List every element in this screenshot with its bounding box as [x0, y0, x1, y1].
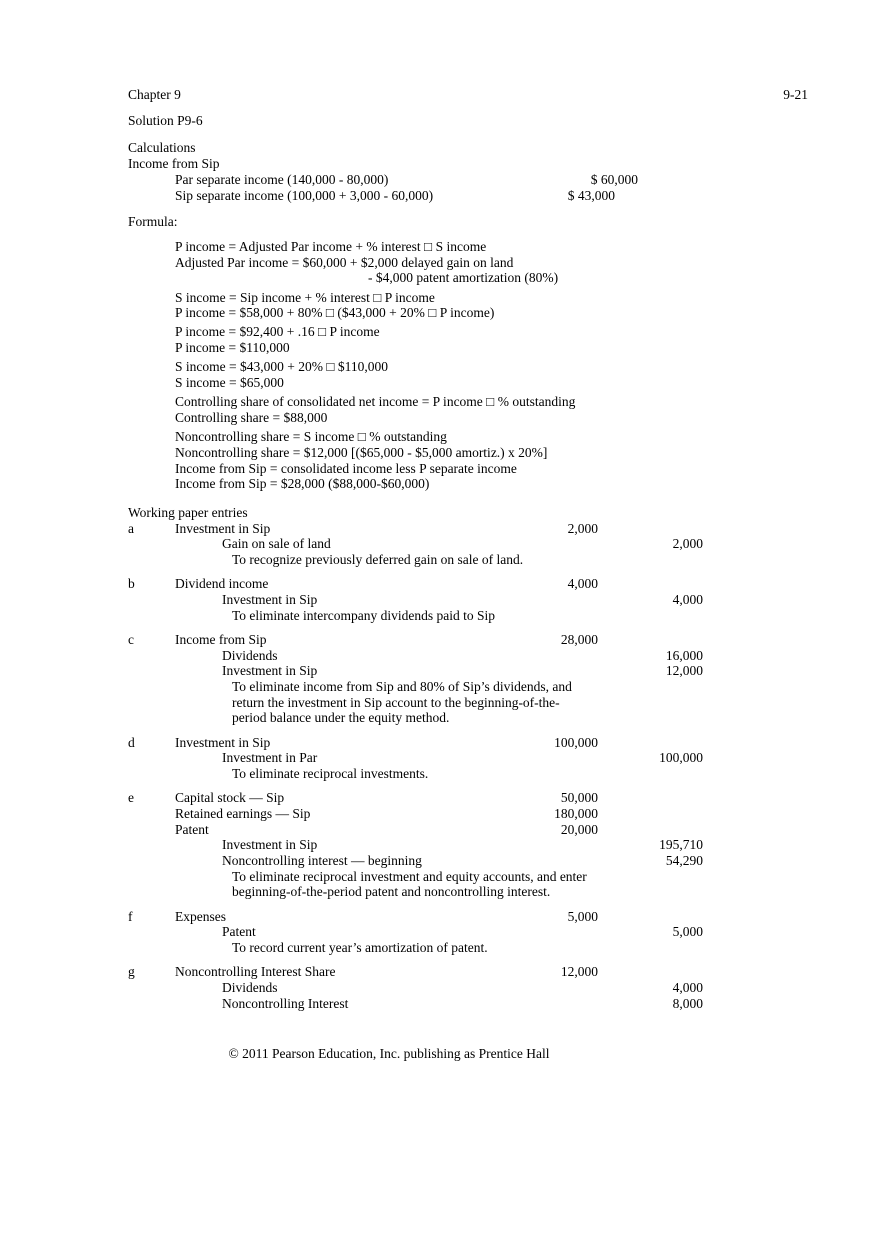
calculations-section: [128, 140, 808, 203]
entry-line: [128, 822, 808, 838]
entry-note-line: [128, 940, 808, 956]
calculation-amount: $ 60,000: [590, 171, 638, 187]
formula-line: Adjusted Par income = $60,000 + $2,000 delayed gain on land: [175, 254, 514, 270]
formula-line: Controlling share = $88,000: [175, 409, 328, 425]
account-name: Investment in Par: [222, 750, 318, 766]
formula-line: - $4,000 patent amortization (80%): [368, 270, 559, 286]
debit-amount: 100,000: [554, 734, 598, 750]
entry-line: [128, 909, 808, 925]
formula-line: Noncontrolling share = S income □ % outstanding: [175, 429, 447, 445]
account-name: Expenses: [175, 908, 226, 924]
entry-line: [128, 576, 808, 592]
debit-amount: 180,000: [554, 805, 598, 821]
entry-note: beginning-of-the-period patent and noncontrolling interest.: [232, 884, 551, 900]
formula-line: S income = $43,000 + 20% □ $110,000: [175, 359, 388, 375]
account-name: Patent: [222, 924, 256, 940]
debit-amount: 2,000: [567, 520, 598, 536]
entry-note-line: [128, 869, 808, 885]
journal-entry-a: [128, 521, 808, 568]
credit-amount: 4,000: [672, 979, 703, 995]
entry-line: [128, 592, 808, 608]
entry-line: [128, 924, 808, 940]
entry-line: [128, 964, 808, 980]
debit-amount: 5,000: [567, 908, 598, 924]
copyright-footer: © 2011 Pearson Education, Inc. publishing as Prentice Hall: [228, 1046, 550, 1061]
formula-line: P income = $58,000 + 80% □ ($43,000 + 20% □ P income): [175, 305, 495, 321]
account-name: Capital stock — Sip: [175, 790, 285, 806]
credit-amount: 8,000: [672, 995, 703, 1011]
journal-entry-d: [128, 735, 808, 782]
entry-letter: g: [128, 964, 135, 980]
entry-letter: c: [128, 631, 134, 647]
formula-line: P income = Adjusted Par income + % interest □ S income: [175, 238, 487, 254]
entry-note-line: [128, 766, 808, 782]
formula-line: P income = $110,000: [175, 340, 290, 356]
calculations-rows: [128, 172, 808, 203]
formula-line: Income from Sip = consolidated income less P separate income: [175, 460, 517, 476]
chapter-label: Chapter 9: [128, 87, 181, 102]
entry-line: [128, 735, 808, 751]
entry-line: [128, 853, 808, 869]
entry-note-line: [128, 552, 808, 568]
solution-title: Solution P9-6: [128, 112, 203, 128]
debit-amount: 12,000: [560, 964, 598, 980]
credit-amount: 54,290: [665, 853, 703, 869]
credit-amount: 100,000: [659, 750, 703, 766]
account-name: Noncontrolling Interest Share: [175, 964, 336, 980]
calculation-row: [128, 188, 808, 204]
entry-note: To eliminate reciprocal investment and equity accounts, and enter: [232, 868, 587, 884]
credit-amount: 12,000: [665, 663, 703, 679]
entry-letter: e: [128, 790, 134, 806]
entry-note-line: [128, 884, 808, 900]
working-paper-heading: Working paper entries: [128, 504, 248, 520]
credit-amount: 195,710: [659, 837, 703, 853]
calculation-row: [128, 172, 808, 188]
page-number: 9-21: [783, 87, 808, 102]
account-name: Investment in Sip: [175, 520, 271, 536]
entry-note: To record current year’s amortization of patent.: [232, 940, 488, 956]
entry-letter: f: [128, 908, 133, 924]
formula-section: [128, 214, 808, 492]
credit-amount: 4,000: [672, 591, 703, 607]
entry-line: [128, 996, 808, 1012]
entry-line: [128, 632, 808, 648]
entry-note: period balance under the equity method.: [232, 710, 450, 726]
formula-line: Controlling share of consolidated net income = P income □ % outstanding: [175, 394, 576, 410]
account-name: Gain on sale of land: [222, 536, 331, 552]
account-name: Retained earnings — Sip: [175, 805, 311, 821]
debit-amount: 50,000: [560, 790, 598, 806]
working-paper-section: [128, 505, 808, 1011]
entry-letter: d: [128, 734, 135, 750]
formula-line: S income = $65,000: [175, 375, 284, 391]
account-name: Noncontrolling Interest: [222, 995, 349, 1011]
formula-heading: Formula:: [128, 214, 178, 230]
entry-line: [128, 790, 808, 806]
journal-entry-e: [128, 790, 808, 900]
entry-line: [128, 806, 808, 822]
account-name: Investment in Sip: [222, 591, 318, 607]
account-name: Dividends: [222, 979, 278, 995]
entry-line: [128, 980, 808, 996]
formula-lines: [128, 239, 808, 492]
credit-amount: 5,000: [672, 924, 703, 940]
entry-note-line: [128, 608, 808, 624]
entry-line: [128, 837, 808, 853]
entry-line: [128, 750, 808, 766]
page-content: [128, 87, 808, 1011]
entry-note-line: [128, 679, 808, 695]
formula-line: S income = Sip income + % interest □ P income: [175, 289, 435, 305]
account-name: Investment in Sip: [222, 837, 318, 853]
entry-note: To eliminate reciprocal investments.: [232, 766, 429, 782]
calculations-subheading: Income from Sip: [128, 156, 220, 172]
debit-amount: 4,000: [567, 576, 598, 592]
calculation-label: Sip separate income (100,000 + 3,000 - 60,000): [175, 187, 434, 203]
account-name: Investment in Sip: [175, 734, 271, 750]
debit-amount: 20,000: [560, 821, 598, 837]
journal-entry-f: [128, 909, 808, 956]
account-name: Noncontrolling interest — beginning: [222, 853, 422, 869]
journal-entry-c: [128, 632, 808, 726]
entry-line: [128, 521, 808, 537]
account-name: Investment in Sip: [222, 663, 318, 679]
credit-amount: 2,000: [672, 536, 703, 552]
calculations-heading: Calculations: [128, 140, 196, 156]
credit-amount: 16,000: [665, 647, 703, 663]
entry-note-line: [128, 710, 808, 726]
account-name: Income from Sip: [175, 631, 267, 647]
entry-line: [128, 648, 808, 664]
journal-entry-g: [128, 964, 808, 1011]
account-name: Patent: [175, 821, 209, 837]
debit-amount: 28,000: [560, 631, 598, 647]
page-header: [128, 87, 808, 103]
entry-note: To recognize previously deferred gain on sale of land.: [232, 552, 524, 568]
journal-entry-b: [128, 576, 808, 623]
entry-letter: b: [128, 576, 135, 592]
calculation-label: Par separate income (140,000 - 80,000): [175, 171, 389, 187]
entry-line: [128, 536, 808, 552]
calculation-amount: $ 43,000: [567, 187, 615, 203]
formula-line: Noncontrolling share = $12,000 [($65,000 - $5,000 amortiz.) x 20%]: [175, 444, 548, 460]
entry-note: return the investment in Sip account to the beginning-of-the-: [232, 694, 560, 710]
entry-letter: a: [128, 520, 134, 536]
account-name: Dividends: [222, 647, 278, 663]
entry-note: To eliminate income from Sip and 80% of Sip’s dividends, and: [232, 679, 572, 694]
entry-note: To eliminate intercompany dividends paid to Sip: [232, 607, 496, 623]
formula-line: P income = $92,400 + .16 □ P income: [175, 324, 380, 340]
formula-line: Income from Sip = $28,000 ($88,000-$60,000): [175, 476, 430, 492]
account-name: Dividend income: [175, 576, 269, 592]
entry-line: [128, 663, 808, 679]
entry-note-line: [128, 695, 808, 711]
journal-entries: [128, 521, 808, 1012]
